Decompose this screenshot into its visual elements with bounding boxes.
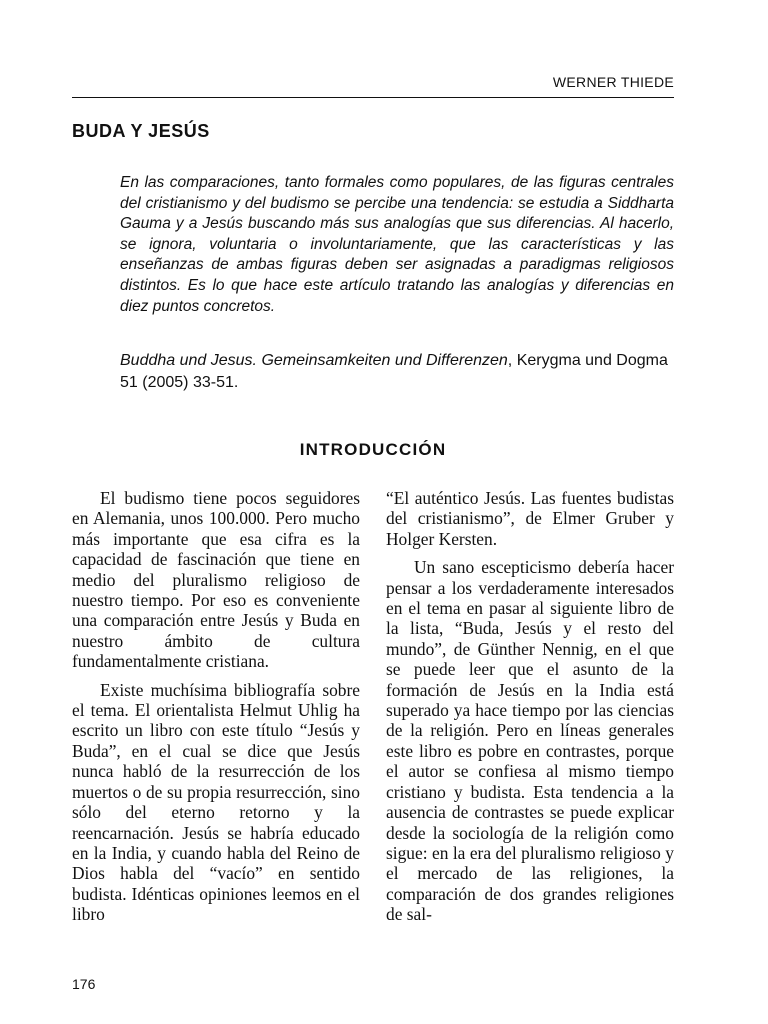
body-paragraph: Un sano escepticismo debería hacer pensar a los verdaderamente interesados en el tema en pasar al siguiente libro de la lista, “Buda, Jesús y el resto del mundo”, de Günther Nennig, en el que se puede leer que el asunto de la formación de Jesús en la India está superado ya hace tiempo por las ciencias de la religión. Pero en líneas generales este libro es pobre en contrastes, porque el autor se confiesa al mismo tiempo cristiano y budista. Esta tendencia a la ausencia de contrastes se puede explicar desde la sociología de la religión como sigue: en la era del pluralismo religioso y el mercado de las religiones, la comparación de dos grandes religiones de sal-: [386, 557, 674, 925]
body-column-left: [72, 488, 360, 933]
citation-source: , Kerygma und Dogma 51 (2005) 33-51.: [120, 352, 668, 391]
body-paragraph: El budismo tiene pocos seguidores en Alemania, unos 100.000. Pero mucho más importante que esa cifra es la capacidad de fascinación que tiene en medio del pluralismo religioso de nuestro tiempo. Por eso es conveniente una comparación entre Jesús y Buda en nuestro ámbito de cultura fundamentalmente cristiana.: [72, 488, 360, 672]
body-paragraph: Existe muchísima bibliografía sobre el tema. El orientalista Helmut Uhlig ha escrito un libro con este título “Jesús y Buda”, en el cual se dice que Jesús nunca habló de la resurrección de los muertos o de su propia resurrección, sino sólo del eterno retorno y la reencarnación. Jesús se habría educado en la India, y cuando habla del Reino de Dios habla del “vacío” en sentido budista. Idénticas opiniones leemos en el libro: [72, 679, 360, 925]
article-title: BUDA Y JESÚS: [72, 121, 210, 141]
body-column-right: [386, 488, 674, 933]
page-number: 176: [72, 976, 96, 992]
citation: [120, 350, 674, 394]
abstract: En las comparaciones, tanto formales como populares, de las figuras centrales del cristianismo y del budismo se percibe una tendencia: se estudia a Siddharta Gauma y a Jesús buscando más sus analogías que sus diferencias. Al hacerlo, se ignora, voluntaria o involuntariamente, que las características y las enseñanzas de ambas figuras deben ser asignadas a paradigmas religiosos distintos. Es lo que hace este artículo tratando las analogías y diferencias en diez puntos concretos.: [120, 174, 674, 315]
citation-original-title: Buddha und Jesus. Gemeinsamkeiten und Differenzen: [120, 352, 508, 369]
running-head-author: WERNER THIEDE: [552, 74, 674, 90]
body-paragraph-continued: “El auténtico Jesús. Las fuentes budistas del cristianismo”, de Elmer Gruber y Holger Kersten.: [386, 488, 674, 549]
section-heading: INTRODUCCIÓN: [299, 440, 447, 459]
header-rule: [72, 97, 674, 98]
